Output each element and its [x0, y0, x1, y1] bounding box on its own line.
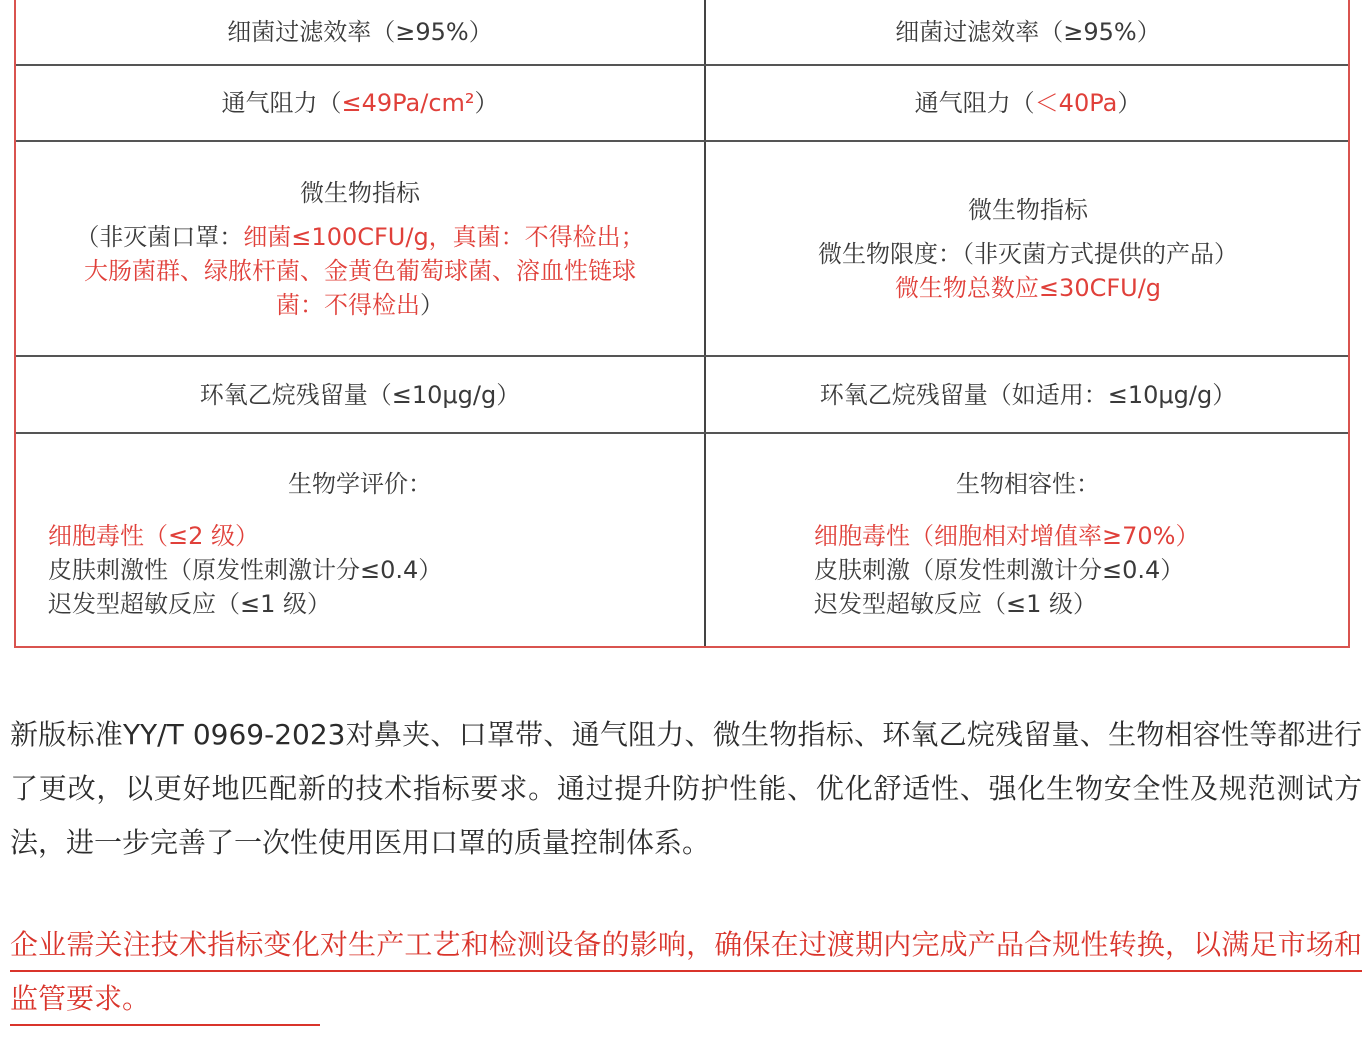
cell-text: 细菌过滤效率（≥95%）	[895, 18, 1161, 46]
standards-comparison-table	[14, 0, 1350, 648]
cell-air-resistance-new	[706, 66, 1350, 140]
label-prefix: 通气阻力（	[914, 89, 1035, 117]
highlight-text: 菌：不得检出	[276, 290, 420, 319]
list-item: 细胞毒性（≤2 级）	[48, 522, 260, 550]
cell-eo-residue-old	[16, 357, 704, 432]
highlight-paragraph: 企业需关注技术指标变化对生产工艺和检测设备的影响，确保在过渡期内完成产品合规性转换，以满足市场和监管要求。	[10, 928, 1362, 1015]
cell-title: 生物相容性：	[956, 470, 1100, 498]
highlight-text: 大肠菌群、绿脓杆菌、金黄色葡萄球菌、溶血性链球	[84, 256, 636, 285]
cell-line	[75, 220, 644, 254]
cell-microbial-new	[706, 142, 1350, 355]
label-prefix: 通气阻力（	[221, 89, 342, 117]
list-item: 细胞毒性（细胞相对增值率≥70%）	[814, 522, 1200, 550]
underline-decoration	[10, 970, 1362, 972]
list-item: 皮肤刺激性（原发性刺激计分≤0.4）	[48, 556, 443, 584]
cell-text: 细菌过滤效率（≥95%）	[227, 18, 493, 46]
cell-text: 环氧乙烷残留量（如适用：≤10μg/g）	[819, 380, 1237, 409]
underline-decoration	[10, 1024, 320, 1026]
label-suffix: ）	[420, 290, 444, 319]
cell-microbial-old	[16, 142, 704, 355]
list-item: 皮肤刺激（原发性刺激计分≤0.4）	[814, 556, 1185, 584]
cell-text: 环氧乙烷残留量（≤10μg/g）	[199, 380, 521, 409]
cell-text	[221, 86, 498, 120]
cell-bacterial-filtration-old	[16, 0, 704, 64]
cell-bio-evaluation-old	[16, 434, 704, 646]
highlight-value: ＜40Pa	[1034, 89, 1118, 117]
cell-line	[276, 288, 444, 322]
highlight-value: ≤49Pa/cm²	[341, 89, 475, 117]
cell-bacterial-filtration-new	[706, 0, 1350, 64]
cell-title: 生物学评价：	[288, 470, 432, 498]
bio-list	[706, 519, 1350, 621]
highlight-text: 细菌≤100CFU/g，真菌：不得检出；	[243, 222, 645, 251]
cell-title: 微生物指标	[968, 195, 1088, 224]
cell-biocompatibility-new	[706, 434, 1350, 646]
cell-air-resistance-old	[16, 66, 704, 140]
highlight-text: 微生物总数应≤30CFU/g	[894, 273, 1162, 302]
list-item: 迟发型超敏反应（≤1 级）	[48, 590, 332, 618]
cell-title: 微生物指标	[300, 178, 420, 207]
summary-paragraph: 新版标准YY/T 0969-2023对鼻夹、口罩带、通气阻力、微生物指标、环氧乙烷残留量、生物相容性等都进行了更改，以更好地匹配新的技术指标要求。通过提升防护性能、优化舒适性、强化生物安全性及规范测试方法，进一步完善了一次性使用医用口罩的质量控制体系。	[10, 718, 1362, 859]
list-item: 迟发型超敏反应（≤1 级）	[814, 590, 1098, 618]
label-suffix: ）	[1117, 89, 1142, 117]
cell-line: 微生物限度：（非灭菌方式提供的产品）	[818, 239, 1238, 268]
cell-text	[915, 86, 1142, 120]
label-suffix: ）	[474, 89, 499, 117]
cell-eo-residue-new	[706, 357, 1350, 432]
bio-list	[16, 519, 704, 621]
label-prefix: （非灭菌口罩：	[75, 222, 244, 251]
